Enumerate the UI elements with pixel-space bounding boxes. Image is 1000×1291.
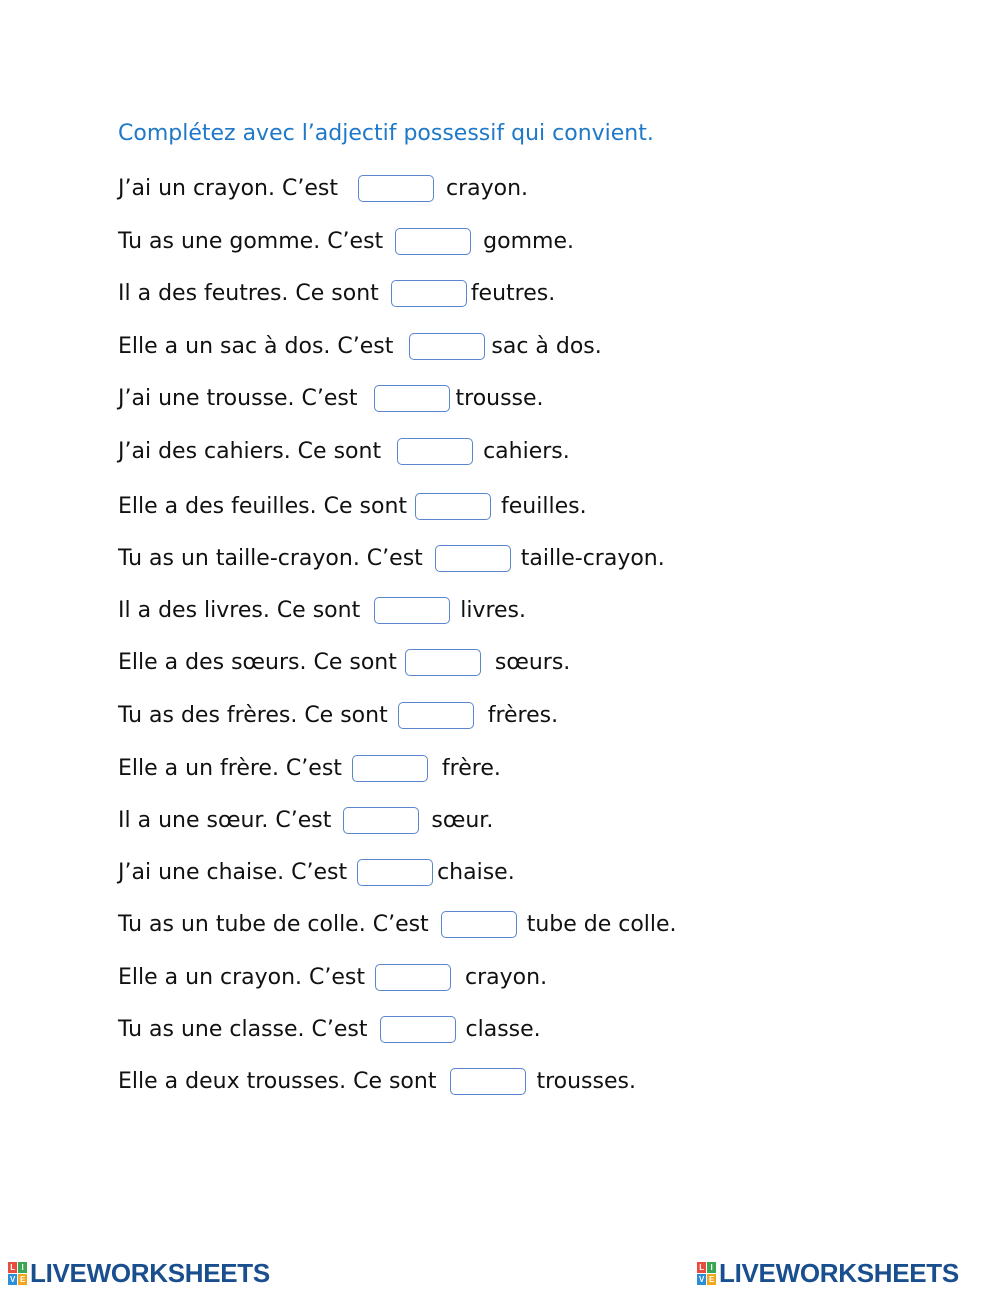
answer-blank[interactable] <box>374 597 450 624</box>
sentence-start: Elle a des sœurs. Ce sont <box>118 649 397 675</box>
answer-blank[interactable] <box>441 911 517 938</box>
answer-blank[interactable] <box>357 859 433 886</box>
sentence-start: Elle a un frère. C’est <box>118 755 342 781</box>
sentence-start: J’ai une chaise. C’est <box>118 859 348 885</box>
answer-blank[interactable] <box>415 493 491 520</box>
sentence-start: Tu as un tube de colle. C’est <box>118 911 429 937</box>
answer-blank[interactable] <box>397 438 473 465</box>
sentence-end: cahiers. <box>483 438 570 464</box>
sentence-start: Il a des feutres. Ce sont <box>118 280 379 306</box>
liveworksheets-logo-right <box>697 1258 959 1289</box>
liveworksheets-mark-icon: L I V E <box>698 1263 715 1284</box>
answer-blank[interactable] <box>375 964 451 991</box>
answer-blank[interactable] <box>398 702 474 729</box>
sentence-start: Tu as des frères. Ce sont <box>118 702 388 728</box>
logo-text: LIVEWORKSHEETS <box>719 1258 959 1288</box>
sentence-end: sœurs. <box>494 649 571 675</box>
sentence-start: Tu as une classe. C’est <box>118 1016 368 1042</box>
sentence-end: classe. <box>465 1016 541 1042</box>
answer-blank[interactable] <box>343 807 419 834</box>
sentence-end: taille-crayon. <box>520 545 665 571</box>
exercise-row <box>118 960 547 994</box>
sentence-end: livres. <box>460 597 526 623</box>
exercise-row <box>118 276 555 310</box>
sentence-end: crayon. <box>465 964 548 990</box>
exercise-row <box>118 593 526 627</box>
exercise-row <box>118 803 493 837</box>
answer-blank[interactable] <box>391 280 467 307</box>
sentence-end: sac à dos. <box>491 333 602 359</box>
sentence-start: Elle a des feuilles. Ce sont <box>118 493 408 519</box>
sentence-start: Tu as un taille-crayon. C’est <box>118 545 423 571</box>
sentence-end: trousses. <box>536 1068 636 1094</box>
answer-blank[interactable] <box>435 545 511 572</box>
sentence-end: crayon. <box>445 175 529 201</box>
answer-blank[interactable] <box>450 1068 526 1095</box>
exercise-row <box>118 329 602 363</box>
exercise-row <box>118 489 587 523</box>
liveworksheets-mark-icon: L I V E <box>9 1263 26 1284</box>
exercise-row <box>118 855 515 889</box>
sentence-end: gomme. <box>483 228 574 254</box>
liveworksheets-logo-left <box>8 1258 270 1289</box>
exercise-row <box>118 381 544 415</box>
sentence-end: chaise. <box>437 859 515 885</box>
sentence-end: frère. <box>441 755 501 781</box>
sentence-end: sœur. <box>431 807 494 833</box>
answer-blank[interactable] <box>405 649 481 676</box>
exercise-row <box>118 171 528 205</box>
answer-blank[interactable] <box>409 333 485 360</box>
sentence-start: J’ai des cahiers. Ce sont <box>118 438 382 464</box>
answer-blank[interactable] <box>374 385 450 412</box>
exercise-row <box>118 1012 541 1046</box>
sentence-start: Elle a un crayon. C’est <box>118 964 366 990</box>
exercise-row <box>118 434 570 468</box>
exercise-row <box>118 698 558 732</box>
sentence-start: J’ai un crayon. C’est <box>118 175 338 201</box>
answer-blank[interactable] <box>380 1016 456 1043</box>
answer-blank[interactable] <box>358 175 434 202</box>
sentence-end: trousse. <box>455 385 544 411</box>
sentence-end: feutres. <box>470 280 556 306</box>
sentence-end: frères. <box>487 702 559 728</box>
sentence-start: Il a une sœur. C’est <box>118 807 332 833</box>
exercise-row <box>118 1064 636 1098</box>
sentence-end: tube de colle. <box>526 911 677 937</box>
sentence-start: Il a des livres. Ce sont <box>118 597 361 623</box>
sentence-end: feuilles. <box>501 493 587 519</box>
sentence-start: Tu as une gomme. C’est <box>118 228 384 254</box>
instruction-text: Complétez avec l’adjectif possessif qui convient. <box>118 121 654 146</box>
exercise-row <box>118 645 570 679</box>
sentence-start: Elle a deux trousses. Ce sont <box>118 1068 437 1094</box>
logo-text: LIVEWORKSHEETS <box>30 1258 270 1288</box>
exercise-row <box>118 541 665 575</box>
sentence-start: J’ai une trousse. C’est <box>118 385 358 411</box>
answer-blank[interactable] <box>352 755 428 782</box>
sentence-start: Elle a un sac à dos. C’est <box>118 333 394 359</box>
exercise-row <box>118 224 574 258</box>
exercise-row <box>118 907 677 941</box>
answer-blank[interactable] <box>395 228 471 255</box>
exercise-row <box>118 751 501 785</box>
